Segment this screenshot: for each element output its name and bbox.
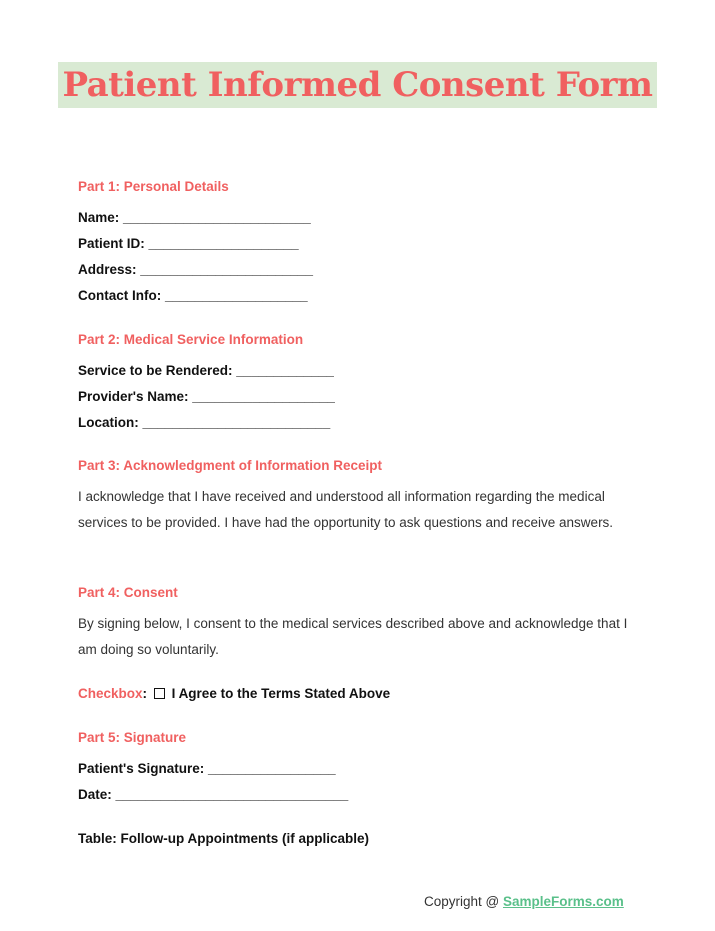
date-field[interactable]: Date: _______________________________: [78, 787, 349, 802]
part4-heading: Part 4: Consent: [78, 585, 178, 600]
part3-heading: Part 3: Acknowledgment of Information Receipt: [78, 458, 383, 473]
table-caption: Table: Follow-up Appointments (if applicable): [78, 831, 369, 846]
consent-text: By signing below, I consent to the medical services described above and acknowledge that I am doing so voluntarily.: [78, 616, 628, 657]
agree-checkbox[interactable]: [154, 688, 165, 699]
name-field[interactable]: Name: _________________________: [78, 210, 311, 225]
patient-id-field[interactable]: Patient ID: ____________________: [78, 236, 299, 251]
checkbox-separator: :: [142, 686, 148, 701]
sampleforms-link[interactable]: SampleForms.com: [502, 894, 624, 909]
provider-name-field[interactable]: Provider's Name: ___________________: [78, 389, 335, 404]
contact-info-field[interactable]: Contact Info: ___________________: [78, 288, 308, 303]
document-title: Patient Informed Consent Form: [58, 62, 656, 108]
patient-signature-field[interactable]: Patient's Signature: _________________: [78, 761, 336, 776]
part2-heading: Part 2: Medical Service Information: [78, 332, 304, 347]
copyright-text: Copyright @: [424, 894, 503, 909]
service-field[interactable]: Service to be Rendered: _____________: [78, 363, 334, 378]
location-field[interactable]: Location: _________________________: [78, 415, 331, 430]
title-container: [0, 62, 715, 108]
acknowledgment-text: I acknowledge that I have received and understood all information regarding the medical services to be provided. I have had the opportunity to ask questions and receive answers.: [78, 489, 614, 530]
agree-checkbox-text: I Agree to the Terms Stated Above: [171, 686, 391, 701]
part5-heading: Part 5: Signature: [78, 730, 187, 745]
footer-copyright: [424, 894, 624, 909]
agree-checkbox-row[interactable]: [78, 686, 390, 701]
part1-heading: Part 1: Personal Details: [78, 179, 229, 194]
address-field[interactable]: Address: _______________________: [78, 262, 313, 277]
checkbox-label: Checkbox: [78, 686, 143, 701]
